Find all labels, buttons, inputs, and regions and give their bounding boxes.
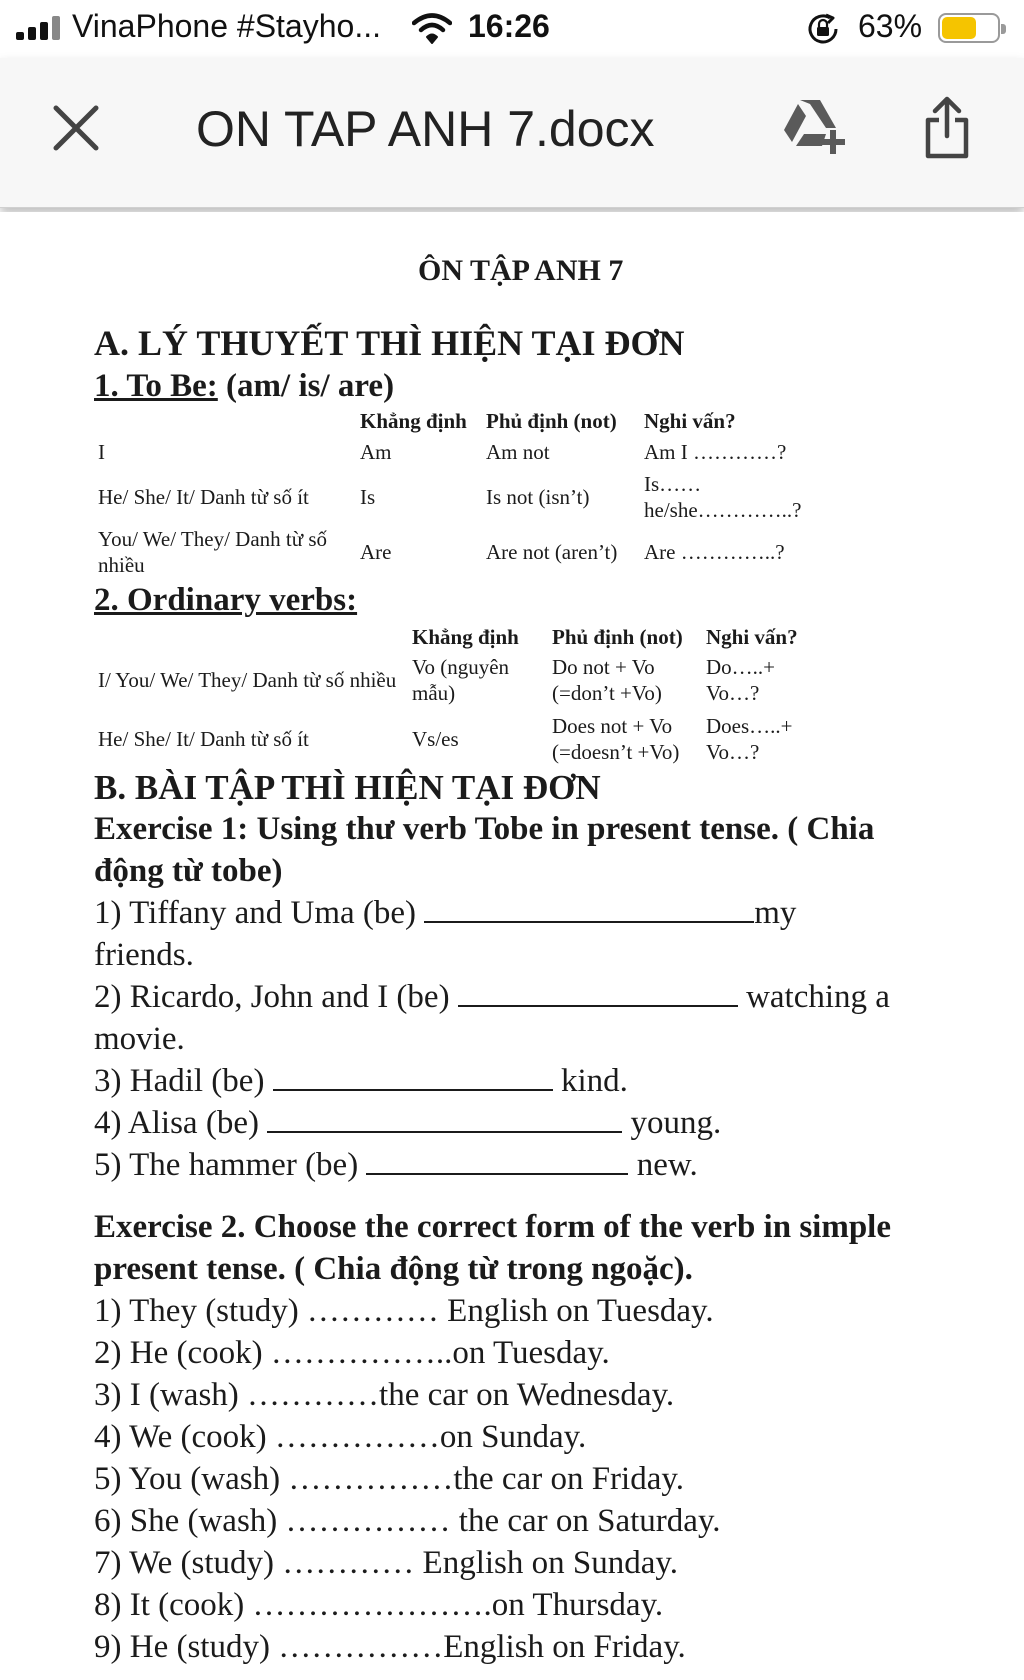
table-cell: Is not (isn’t) (486, 485, 590, 509)
item-text: 5) The hammer (be) (94, 1147, 367, 1183)
item-text: young. (622, 1105, 722, 1141)
table-cell: He/ She/ It/ Danh từ số ít (98, 485, 309, 509)
table-row (94, 650, 832, 710)
item-text: 3) Hadil (be) (94, 1063, 273, 1099)
table-cell: Does not + Vo (=doesn’t +Vo) (552, 714, 680, 764)
table-cell: You/ We/ They/ Danh từ số nhiều (98, 527, 328, 577)
carrier-name: VinaPhone #Stayho... (72, 8, 381, 44)
table-header: Khẳng định (412, 625, 519, 649)
answer-blank[interactable] (273, 1061, 553, 1091)
list-item: 7) We (study) ………… English on Sunday. (94, 1545, 678, 1581)
list-item: friends. (94, 937, 194, 973)
table-header: Phủ định (not) (486, 409, 617, 433)
table-row (94, 524, 820, 580)
list-item (94, 892, 974, 934)
item-text: my (754, 895, 797, 931)
list-item: 1) They (study) ………… English on Tuesday. (94, 1293, 714, 1329)
close-icon[interactable] (50, 102, 102, 154)
to-be-label: 1. To Be: (94, 368, 218, 404)
section-b-title: B. BÀI TẬP THÌ HIỆN TẠI ĐƠN (94, 768, 601, 807)
item-text: new. (628, 1147, 698, 1183)
item-text: 4) Alisa (be) (94, 1105, 268, 1141)
list-item: 3) I (wash) …………the car on Wednesday. (94, 1377, 675, 1413)
table-row (94, 470, 820, 524)
table-cell: Vo (nguyên mẫu) (412, 655, 510, 705)
clock: 16:26 (468, 8, 550, 44)
list-item: 2) He (cook) ……………..on Tuesday. (94, 1335, 610, 1371)
exercise-1 (94, 808, 974, 1186)
answer-blank[interactable] (458, 977, 738, 1007)
table-header (94, 624, 408, 650)
answer-blank[interactable] (366, 1145, 628, 1175)
item-text: 2) Ricardo, John and I (be) (94, 979, 458, 1015)
list-item (94, 1102, 974, 1144)
table-header: Phủ định (not) (552, 625, 683, 649)
table-cell: Are (360, 540, 392, 564)
list-item: 8) It (cook) ………………….on Thursday. (94, 1587, 664, 1623)
wifi-icon (412, 12, 452, 46)
document-toolbar (0, 58, 1024, 208)
list-item: 6) She (wash) …………… the car on Saturday. (94, 1503, 721, 1539)
table-header (94, 408, 356, 434)
battery-percent: 63% (858, 8, 923, 44)
list-item (94, 1060, 974, 1102)
table-cell: Am (360, 440, 392, 464)
ordinary-verbs-table (94, 624, 832, 768)
table-row (94, 710, 832, 768)
table-cell: Are not (aren’t) (486, 540, 618, 564)
table-header-row (94, 408, 820, 434)
table-cell: Does…..+ Vo…? (706, 714, 793, 764)
table-header: Nghi vấn? (706, 625, 798, 649)
battery-level (942, 17, 976, 39)
table-cell: Am I …………? (644, 440, 787, 464)
table-cell: Are …………..? (644, 540, 785, 564)
item-text: 1) Tiffany and Uma (be) (94, 895, 425, 931)
list-item (94, 1144, 974, 1186)
orientation-lock-icon (806, 12, 840, 46)
document-title: ON TAP ANH 7.docx (196, 101, 655, 157)
table-header-row (94, 624, 832, 650)
signal-icon (16, 16, 62, 40)
table-cell: Do not + Vo (=don’t +Vo) (552, 655, 662, 705)
table-cell: He/ She/ It/ Danh từ số ít (98, 727, 309, 751)
table-row (94, 434, 820, 470)
to-be-heading (94, 368, 394, 405)
document-page (0, 212, 1024, 1680)
item-text: watching a (737, 979, 890, 1015)
list-item (94, 976, 974, 1018)
list-item: 5) You (wash) ……………the car on Friday. (94, 1461, 684, 1497)
table-header: Nghi vấn? (644, 409, 736, 433)
share-icon[interactable] (922, 96, 972, 160)
table-cell: Do…..+ Vo…? (706, 655, 776, 705)
table-cell: I/ You/ We/ They/ Danh từ số nhiều (98, 668, 397, 692)
exercise-2 (94, 1206, 974, 1668)
answer-blank[interactable] (424, 893, 754, 923)
google-drive-add-icon[interactable] (782, 98, 848, 156)
exercise-2-title: present tense. ( Chia động từ trong ngoặc). (94, 1251, 693, 1287)
to-be-table (94, 408, 820, 580)
answer-blank[interactable] (267, 1103, 622, 1133)
table-cell: Is…… he/she…………..? (644, 472, 802, 522)
status-bar (0, 0, 1024, 58)
to-be-suffix: (am/ is/ are) (217, 368, 395, 404)
ordinary-verbs-heading: 2. Ordinary verbs: (94, 582, 358, 618)
exercise-1-title: động từ tobe) (94, 853, 283, 889)
list-item: 4) We (cook) ……………on Sunday. (94, 1419, 587, 1455)
table-cell: I (98, 440, 105, 464)
item-text: kind. (552, 1063, 628, 1099)
exercise-1-title: Exercise 1: Using thư verb Tobe in present tense. ( Chia (94, 811, 875, 847)
section-a-title: A. LÝ THUYẾT THÌ HIỆN TẠI ĐƠN (94, 323, 685, 363)
list-item: 9) He (study) ……………English on Friday. (94, 1629, 686, 1665)
table-cell: Is (360, 485, 376, 509)
document-heading: ÔN TẬP ANH 7 (418, 254, 624, 287)
list-item: movie. (94, 1021, 185, 1057)
table-cell: Am not (486, 440, 550, 464)
battery-icon (938, 13, 1000, 43)
table-header: Khẳng định (360, 409, 467, 433)
table-cell: Vs/es (412, 727, 459, 751)
exercise-2-title: Exercise 2. Choose the correct form of the verb in simple (94, 1209, 891, 1245)
